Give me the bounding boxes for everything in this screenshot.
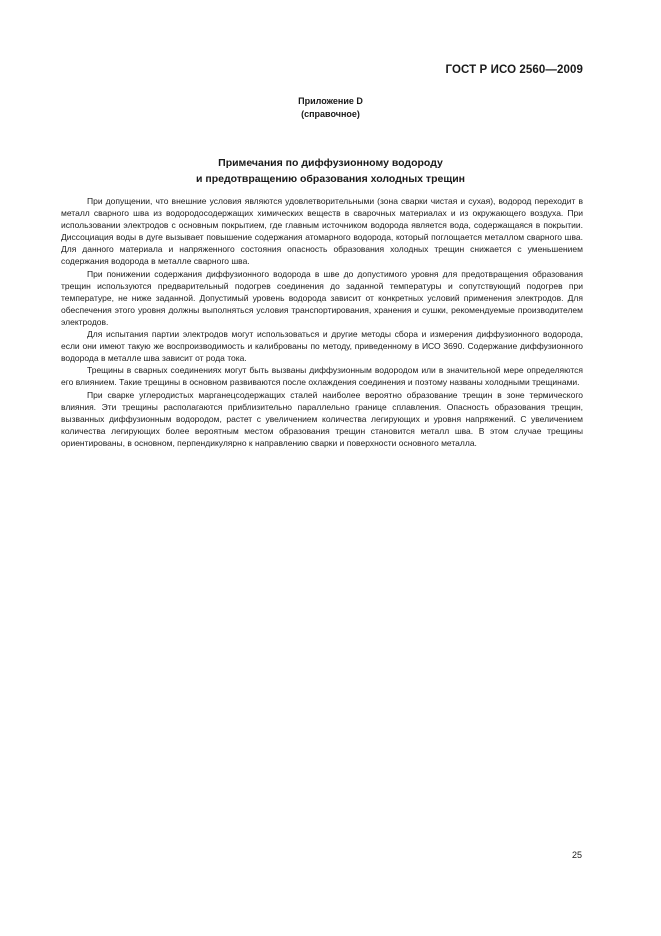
paragraph: При сварке углеродистых марганецсодержащих сталей наиболее вероятно образование трещин в зоне термического влияния. Эти трещины располагаются приблизительно параллельно границе сплавления. Опасность образования трещин, вызванных диффузионным водородом, растет с увеличением количества легирующих и уровня напряжений. С увеличением количества легирующих более вероятным местом образования трещин становится металл шва. В этом случае трещины ориентированы, в основном, перпендикулярно к направлению сварки и поверхности основного металла. (61, 389, 583, 448)
section-title (0, 155, 661, 187)
body-text (61, 195, 583, 449)
standard-header: ГОСТ Р ИСО 2560—2009 (445, 64, 583, 76)
appendix-type: (справочное) (301, 109, 360, 119)
section-title-line-1: Примечания по диффузионному водороду (218, 157, 443, 169)
section-title-line-2: и предотвращению образования холодных трещин (196, 173, 465, 185)
paragraph: Для испытания партии электродов могут использоваться и другие методы сбора и измерения диффузионного водорода, если они имеют такую же воспроизводимость и калиброваны по методу, приведенному в ИСО 3690. Содержание диффузионного водорода в металле шва зависит от рода тока. (61, 329, 583, 364)
paragraph: При понижении содержания диффузионного водорода в шве до допустимого уровня для предотвращения образования трещин используются предварительный подогрев соединения до заданной температуры и сопутствующий подогрев при температуре, не ниже заданной. Допустимый уровень водорода зависит от конкретных условий применения электродов. Для обеспечения этого уровня должны выполняться условия транспортирования, хранения и сушки, рекомендуемые производителем электродов. (61, 268, 583, 327)
appendix-heading (0, 95, 661, 121)
appendix-label: Приложение D (298, 96, 363, 106)
paragraph: Трещины в сварных соединениях могут быть вызваны диффузионным водородом или в значительной мере определяются его влиянием. Такие трещины в основном развиваются после охлаждения соединения и поэтому названы холодными трещинами. (61, 365, 583, 388)
page-number: 25 (571, 850, 582, 860)
paragraph: При допущении, что внешние условия являются удовлетворительными (зона сварки чистая и сухая), водород переходит в металл сварного шва из водородосодержащих химических веществ в сварочных материалах и из окружающего воздуха. При использовании электродов с основным покрытием, где главным источником водорода является вода, содержащаяся в покрытии. Диссоциация воды в дуге вызывает повышение содержания атомарного водорода, который поглощается металлом сварного шва. Для данного материала и напряженного состояния опасность образования холодных трещин снижается с уменьшением содержания водорода в металле сварного шва. (61, 196, 583, 267)
